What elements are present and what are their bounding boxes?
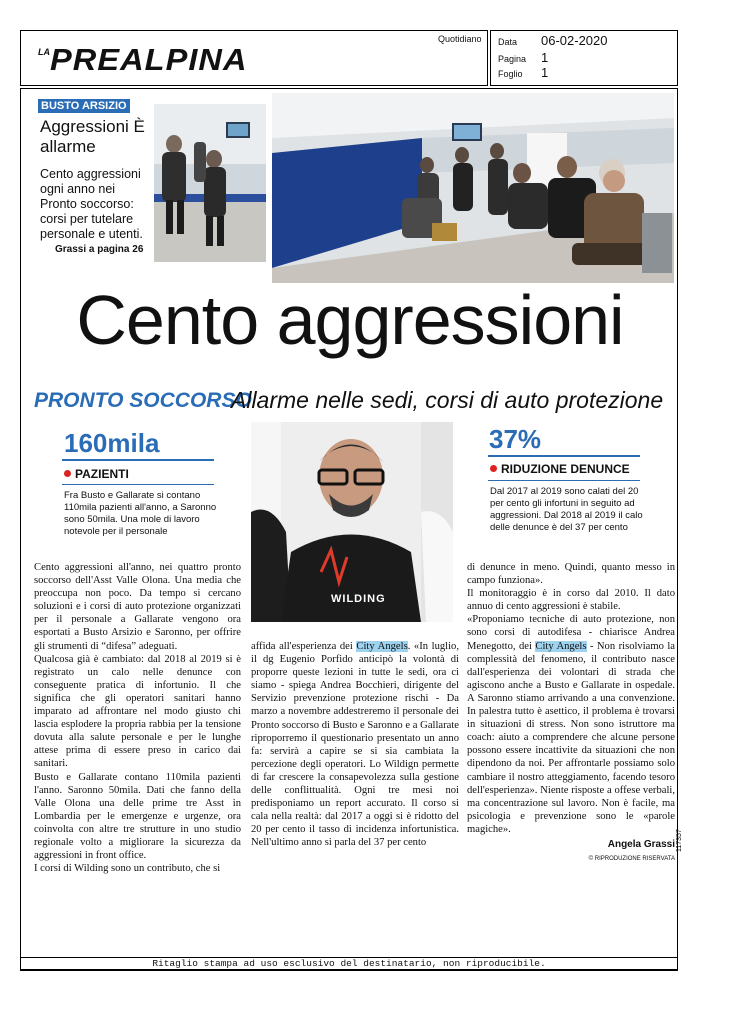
page-label: Pagina xyxy=(498,54,527,64)
col3-text: - Non risolviamo la complessità del fenomeno, il contributo nasce dall'esperienza dei volontari di strada che agiscono anche a Busto e Gallarate in ospedale. A Saronno stiamo arrivando a una convenzione. In palestra tutto è asettico, il problema è trovarsi in situazioni di stress. Non sono istruttore ma coach: aiuto a comprendere che alcune persone possono essere incattivite da situazioni che non dipendono da noi. Per affrontarle possiamo solo cambiare il nostro atteggiamento, facendo tesoro dell'esperienza». Niente risposte a offese verbali, ma concentrazione sul lavoro. Non è facile, ma psicologia e prevenzione sono le «parole magiche». xyxy=(467,640,675,835)
stat-right-number: 37% xyxy=(489,424,542,454)
date-value: 06-02-2020 xyxy=(541,33,608,48)
portrait-photo xyxy=(251,422,453,622)
stat-left-number: 160mila xyxy=(64,428,160,458)
col1-paragraph: Cento aggressioni all'anno, nei quattro pronto soccorso dell'Asst Valle Olona. Una media che preoccupa non poco. Da tempo si cercano soluzioni e i corsi di auto protezione organizzati per il personale a Gallarate vengono ora esportati a Busto Arsizio e Saronno, per offrire gli strumenti di “difesa” adeguati. xyxy=(34,562,241,652)
col1-paragraph: Busto e Gallarate contano 110mila pazienti l'anno. Saronno 50mila. Dati che fanno della Valle Olona una delle prime tre Asst in Lombardia per le emergenze e urgenze, ora coinvolta con altre tre strutture in uno studio regionale volto a migliorare la sicurezza da aggressioni in front office. xyxy=(34,771,241,862)
subheadline: Allarme nelle sedi, corsi di auto protezione xyxy=(231,387,664,413)
author-signature: Angela Grassi xyxy=(607,838,675,850)
shirt-text: WILDING xyxy=(331,593,386,605)
col3-paragraph: Il monitoraggio è in corso dal 2010. Il dato annuo di cento aggressioni è stabile. xyxy=(467,588,675,613)
footer-notice: Ritaglio stampa ad uso esclusivo del destinatario, non riproducibile. xyxy=(20,957,678,971)
stat-right-rule-2 xyxy=(488,480,640,481)
col2-text: affida all'esperienza dei xyxy=(251,641,357,652)
article-column-3 xyxy=(467,561,675,866)
col3-paragraph: di denunce in meno. Quindi, quanto messo in campo funziona». xyxy=(467,562,675,587)
waiting-room-photo xyxy=(272,93,674,283)
logo-prefix: LA xyxy=(38,47,50,57)
col3-text: «Proponiamo tecniche di auto protezione, non sono corsi di autodifesa - chiarisce Andrea Menegotto, dei xyxy=(467,614,675,652)
logo: PREALPINA xyxy=(50,42,248,77)
stat-left-label: PAZIENTI xyxy=(64,467,129,481)
stat-right-rule xyxy=(488,455,640,457)
headline: Cento aggressioni xyxy=(76,281,624,359)
col1-paragraph: Qualcosa già è cambiato: dal 2018 al 2019 si è registrato un calo nelle denunce con conseguente pratica di infortunio. Il che significa che gli operatori sanitari hanno imparato ad affrontare nel modo giusto chi lascia esplodere la propria rabbia per la tensione dovuta alla salute personale e per le lunghe attese prima di essere preso in carico dai sanitari. xyxy=(34,653,241,770)
sheet-value: 1 xyxy=(541,65,549,80)
teaser-photo xyxy=(154,104,266,262)
city-angels-highlight: City Angels xyxy=(356,641,408,652)
publication-type: Quotidiano xyxy=(438,34,482,44)
col2-text: . «In luglio, il dg Eugenio Porfido anticipò la volontà di proporre queste lezioni in tutte le sedi, ora ci siamo - spiega Andrea Bocchieri, dirigente del Servizio prevenzione protezione rischi - Da marzo a novembre addestreremo il personale dei Pronto soccorso di Busto e Saronno e a Gallarate riproporremo il questionario presentato un anno fa: servirà a capire se si sia cambiata la percezione degli operatori. Lo Wildign permette di far crescere la consapevolezza sulla gestione delle conflittualità. Ogni tre mesi noi predisponiamo un report accurato. Il corso si cala nella realtà: dal 2017 a oggi si è ridotto del 20 per cento il tasso di incidenza infortunistica. Nell'ultimo anno si parla del 37 per cento xyxy=(251,641,460,849)
sheet-label: Foglio xyxy=(498,69,523,79)
article-column-2 xyxy=(251,640,459,850)
side-code: 117357 xyxy=(676,829,683,852)
teaser-title: Aggressioni È allarme xyxy=(40,117,145,156)
section-kicker: PRONTO SOCCORSO xyxy=(34,389,252,412)
stat-left-text: Fra Busto e Gallarate si contano 110mila pazienti all'anno, a Saronno sono 50mila. Una mole di lavoro notevole per il personale xyxy=(64,490,217,537)
teaser-body: Cento aggressioni ogni anno nei Pronto soccorso: corsi per tutelare personale e utenti. xyxy=(40,167,143,241)
col1-paragraph: I corsi di Wilding sono un contributo, che si xyxy=(34,863,221,875)
teaser-page-reference: Grassi a pagina 26 xyxy=(55,244,144,255)
city-angels-highlight: City Angels xyxy=(535,640,587,652)
page-value: 1 xyxy=(541,50,549,65)
article-column-1 xyxy=(34,561,241,875)
stat-right-label: RIDUZIONE DENUNCE xyxy=(490,462,630,476)
stat-right-text: Dal 2017 al 2019 sono calati del 20 per cento gli infortuni in seguito ad aggressioni. Dal 2018 al 2019 il calo delle denunce è del 37 per cento xyxy=(490,486,643,533)
date-label: Data xyxy=(498,37,518,47)
stat-left-rule xyxy=(62,459,214,461)
reproduction-notice: © RIPRODUZIONE RISERVATA xyxy=(588,856,675,863)
teaser-kicker: BUSTO ARSIZIO xyxy=(38,99,130,113)
stat-left-rule-2 xyxy=(62,484,214,485)
